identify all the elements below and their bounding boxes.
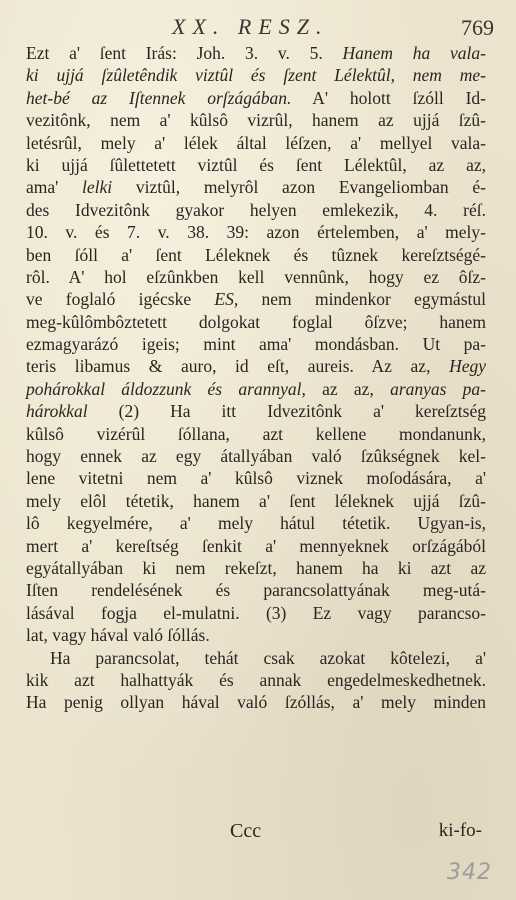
text-line [26,400,486,422]
roman-text: vezitônk, nem a' kûlsô vizrûl, hanem az ujjá ſzû- [26,110,486,131]
text-line [26,579,486,601]
roman-text: lô kegyelmére, a' mely hátul tétetik. Ugyan-is, [26,513,486,534]
text-line [26,42,486,64]
roman-text: viztûl, melyrôl azon Evangeliomban é- [112,177,486,198]
roman-text: nem mindenkor egymástul [238,289,486,310]
pencil-folio-mark: 342 [447,860,492,885]
roman-text: kûlsô vizérûl ſóllana, azt kellene mondanunk, [26,423,486,444]
roman-text: ezmagyarázó igeis; mint ama' mondásban. Ut pa- [26,334,486,355]
italic-text: lelki [82,177,113,198]
roman-text: ve foglaló igécske [26,289,215,310]
roman-text: des Idvezitônk gyakor helyen emlekezik, 4. réſ. [26,199,486,220]
running-header [0,14,516,42]
text-line [26,154,486,176]
roman-text: lene vitetni nem a' kûlsô viznek moſodására, a' [26,468,486,489]
italic-text: Hegy [449,356,486,377]
text-line [26,87,486,109]
roman-text: egyátallyában ki nem rekeſzt, hanem ha ki azt az [26,557,486,578]
roman-text: Ha parancsolat, tehát csak azokat kôtelezi, a' [50,647,486,668]
text-line [26,176,486,198]
body-text [26,42,486,714]
roman-text: ki ujjá ſûlettetett viztûl és ſent Lélektûl, az az, [26,154,486,175]
italic-text: hárokkal [26,401,88,422]
roman-text: az az, [305,378,391,399]
text-line [26,423,486,445]
catchword: ki-fo- [438,820,482,841]
text-line [26,535,486,557]
text-line [26,333,486,355]
roman-text: mert a' kereſtség ſenkit a' mennyeknek orſzágából [26,535,486,556]
roman-text: lat, vagy hával való ſóllás. [26,625,210,646]
text-line [26,109,486,131]
text-line [26,288,486,310]
chapter-title: XX. RESZ. [172,14,329,39]
roman-text: rôl. A' hol eſzûnkben kell vennûnk, hogy ez ôſz- [26,266,486,287]
text-line [26,624,486,646]
signature-mark: Ccc [230,820,262,842]
text-line [26,445,486,467]
roman-text: teris libamus & auro, id eſt, aureis. Az az, [26,356,450,377]
text-line [26,199,486,221]
italic-text: ES, [214,289,239,310]
text-line [26,691,486,713]
page-number: 769 [461,15,494,40]
italic-text: pohárokkal áldozzunk és arannyal, [26,378,306,399]
italic-text: Hanem ha vala- [342,43,486,63]
text-line [26,132,486,154]
text-line [26,669,486,691]
roman-text: hogy ennek az egy átallyában való ſzûkségnek kel- [26,446,486,467]
text-line [26,490,486,512]
text-line [26,467,486,489]
roman-text: Ezt a' ſent Irás: Joh. 3. v. 5. [26,43,343,63]
roman-text: meg-kûlômbôztetett dolgokat foglal ôſzve; hanem [26,311,486,332]
roman-text: ben ſóll a' ſent Léleknek és tûznek kereſztségé- [26,244,486,265]
text-line [26,64,486,86]
text-line [26,512,486,534]
roman-text: ama' [26,177,83,198]
text-line [26,355,486,377]
italic-text: aranyas pa- [390,378,487,399]
text-line [26,378,486,400]
page-footer [0,820,516,850]
text-line [26,602,486,624]
text-line [26,266,486,288]
text-line [26,244,486,266]
text-line [26,311,486,333]
italic-text: ki ujjá ſzûletêndik viztûl és ſzent Lélektûl, nem me- [26,65,486,86]
roman-text: kik azt halhattyák és annak engedelmeskedhetnek. [26,669,486,690]
roman-text: A' holott ſzóll Id- [291,87,487,108]
roman-text: 10. v. és 7. v. 38. 39: azon értelemben, a' mely- [26,222,486,243]
roman-text: (2) Ha itt Idvezitônk a' kereſztség [87,401,486,422]
roman-text: Iſten rendelésének és parancsolattyának meg-utá- [26,580,486,601]
text-line [26,557,486,579]
roman-text: Ha penig ollyan hával való ſzóllás, a' mely minden [26,692,486,713]
roman-text: lásával fogja el-mulatni. (3) Ez vagy parancso- [26,602,486,623]
text-line [26,647,486,669]
roman-text: letésrûl, mely a' lélek által léſzen, a' mellyel vala- [26,132,486,153]
text-line [26,221,486,243]
roman-text: mely elôl tétetik, hanem a' ſent léleknek ujjá ſzû- [26,490,486,511]
italic-text: het-bé az Iſtennek orſzágában. [26,87,292,108]
